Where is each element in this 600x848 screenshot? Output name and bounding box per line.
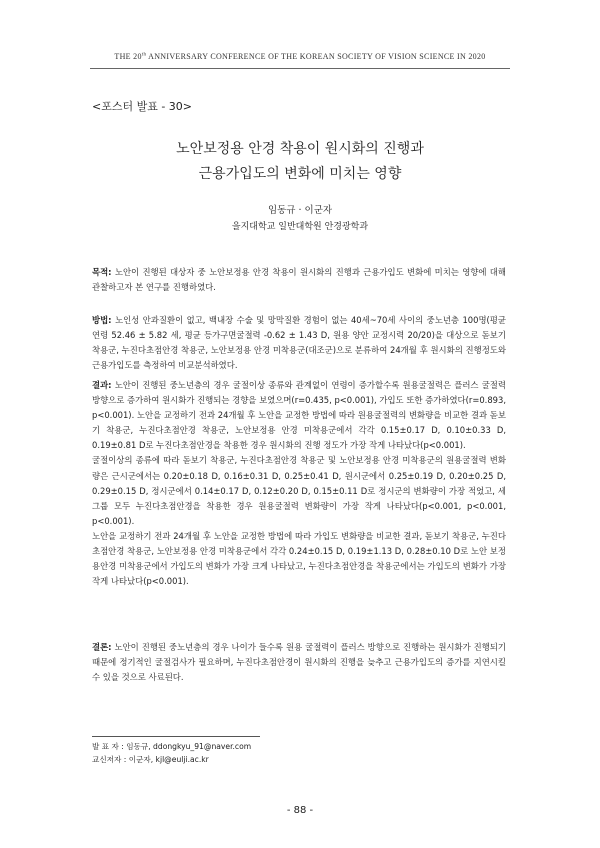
section-method bbox=[92, 313, 506, 373]
result-paragraph-1: 노안이 진행된 중노년층의 경우 굴절이상 종류와 관계없이 연령이 증가할수록 원용굴절력은 플러스 굴절력 방향으로 증가하여 원시화가 진행되는 경향을 보였으며(r=0.435, p<0.001), 가입도 또한 증가하였다(r=0.893, p<0.001). 노안을 교정하기 전과 24개월 후 노안을 교정한 방법에 따라 원용굴절력의 변화량을 비교한 결과 돋보기 착용군, 누진다초점안경 착용군, 노안보정용 안경 미착용군에서 각각 0.15±0.17 D, 0.10±0.33 D, 0.19±0.81 D로 누진다초점안경을 착용한 경우 원시화의 진행 정도가 가장 작게 나타났다(p<0.001). bbox=[92, 380, 506, 451]
running-header: THE 20th ANNIVERSARY CONFERENCE OF THE KOREAN SOCIETY OF VISION SCIENCE IN 2020 bbox=[114, 52, 486, 61]
method-text: 노인성 안과질환이 없고, 백내장 수술 및 망막질환 경험이 없는 40세~70세 사이의 중노년층 100명(평균 연령 52.46 ± 5.82 세, 평균 등가구면굴절력 -0.62 ± 1.43 D, 원용 양안 교정시력 20/20)을 대상으로 돋보기 착용군, 누진다초점안경 착용군, 노안보정용 안경 미착용군(대조군)으로 분류하여 24개월 후 원시화의 진행정도와 근용가입도를 측정하여 비교분석하였다. bbox=[92, 315, 506, 371]
page-number: - 88 - bbox=[286, 805, 314, 816]
paper-title bbox=[0, 137, 600, 187]
result-paragraph-3: 노안을 교정하기 전과 24개월 후 노안을 교정한 방법에 따라 가입도 변화량을 비교한 결과, 돋보기 착용군, 누진다초점안경 착용군, 노안보정용 안경 미착용군에서 각각 0.24±0.15 D, 0.19±1.13 D, 0.28±0.10 D로 노안 보정용안경 미착용군에서 가입도의 변화가 가장 크게 나타났고, 누진다초점안경을 착용군에서는 가입도의 변화가 가장 작게 나타났다(p<0.001). bbox=[92, 530, 506, 587]
conclusion-label: 결론: bbox=[92, 642, 112, 652]
title-line-1: 노안보정용 안경 착용이 원시화의 진행과 bbox=[176, 141, 424, 157]
header-rule bbox=[90, 68, 510, 69]
section-result bbox=[92, 378, 506, 589]
method-label: 방법: bbox=[92, 315, 112, 325]
authors: 임동규 · 이군자 bbox=[267, 205, 333, 216]
footnote-presenter: 발 표 자 : 임동규, ddongkyu_91@naver.com bbox=[92, 742, 252, 751]
purpose-label: 목적: bbox=[92, 267, 112, 277]
section-conclusion bbox=[92, 640, 506, 685]
result-paragraph-2: 굴절이상의 종류에 따라 돋보기 착용군, 누진다초점안경 착용군 및 노안보정용 안경 미착용군의 원용굴절력 변화량은 근시군에서는 0.20±0.18 D, 0.16±0.31 D, 0.25±0.41 D, 원시군에서 0.25±0.19 D, 0.20±0.25 D, 0.29±0.15 D, 정시군에서 0.14±0.17 D, 0.12±0.20 D, 0.15±0.11 D로 정시군의 변화량이 가장 적었고, 세 그룹 모두 누진다초점안경을 착용한 경우 원용굴절력 변화량이 가장 작게 나타났다(p<0.001, p<0.001, p<0.001). bbox=[92, 455, 506, 526]
result-label: 결과: bbox=[92, 380, 112, 390]
affiliation: 을지대학교 일반대학원 안경광학과 bbox=[231, 222, 369, 232]
purpose-text: 노안이 진행된 대상자 중 노안보정용 안경 착용이 원시화의 진행과 근용가입도 변화에 미치는 영향에 대해 관찰하고자 본 연구를 진행하였다. bbox=[92, 267, 506, 293]
poster-label: <포스터 발표 - 30> bbox=[92, 100, 193, 113]
title-line-2: 근용가입도의 변화에 미치는 영향 bbox=[198, 166, 402, 182]
footnote-corresponding-author: 교신저자 : 이군자, kjl@eulji.ac.kr bbox=[92, 755, 209, 764]
footnote-rule bbox=[92, 736, 260, 737]
section-purpose bbox=[92, 265, 506, 295]
conclusion-text: 노안이 진행된 중노년층의 경우 나이가 들수록 원용 굴절력이 플러스 방향으로 진행하는 원시화가 진행되기 때문에 정기적인 굴절검사가 필요하며, 누진다초점안경이 원시화의 진행을 늦추고 근용가입도의 증가를 지연시킬 수 있을 것으로 사료된다. bbox=[92, 642, 506, 683]
